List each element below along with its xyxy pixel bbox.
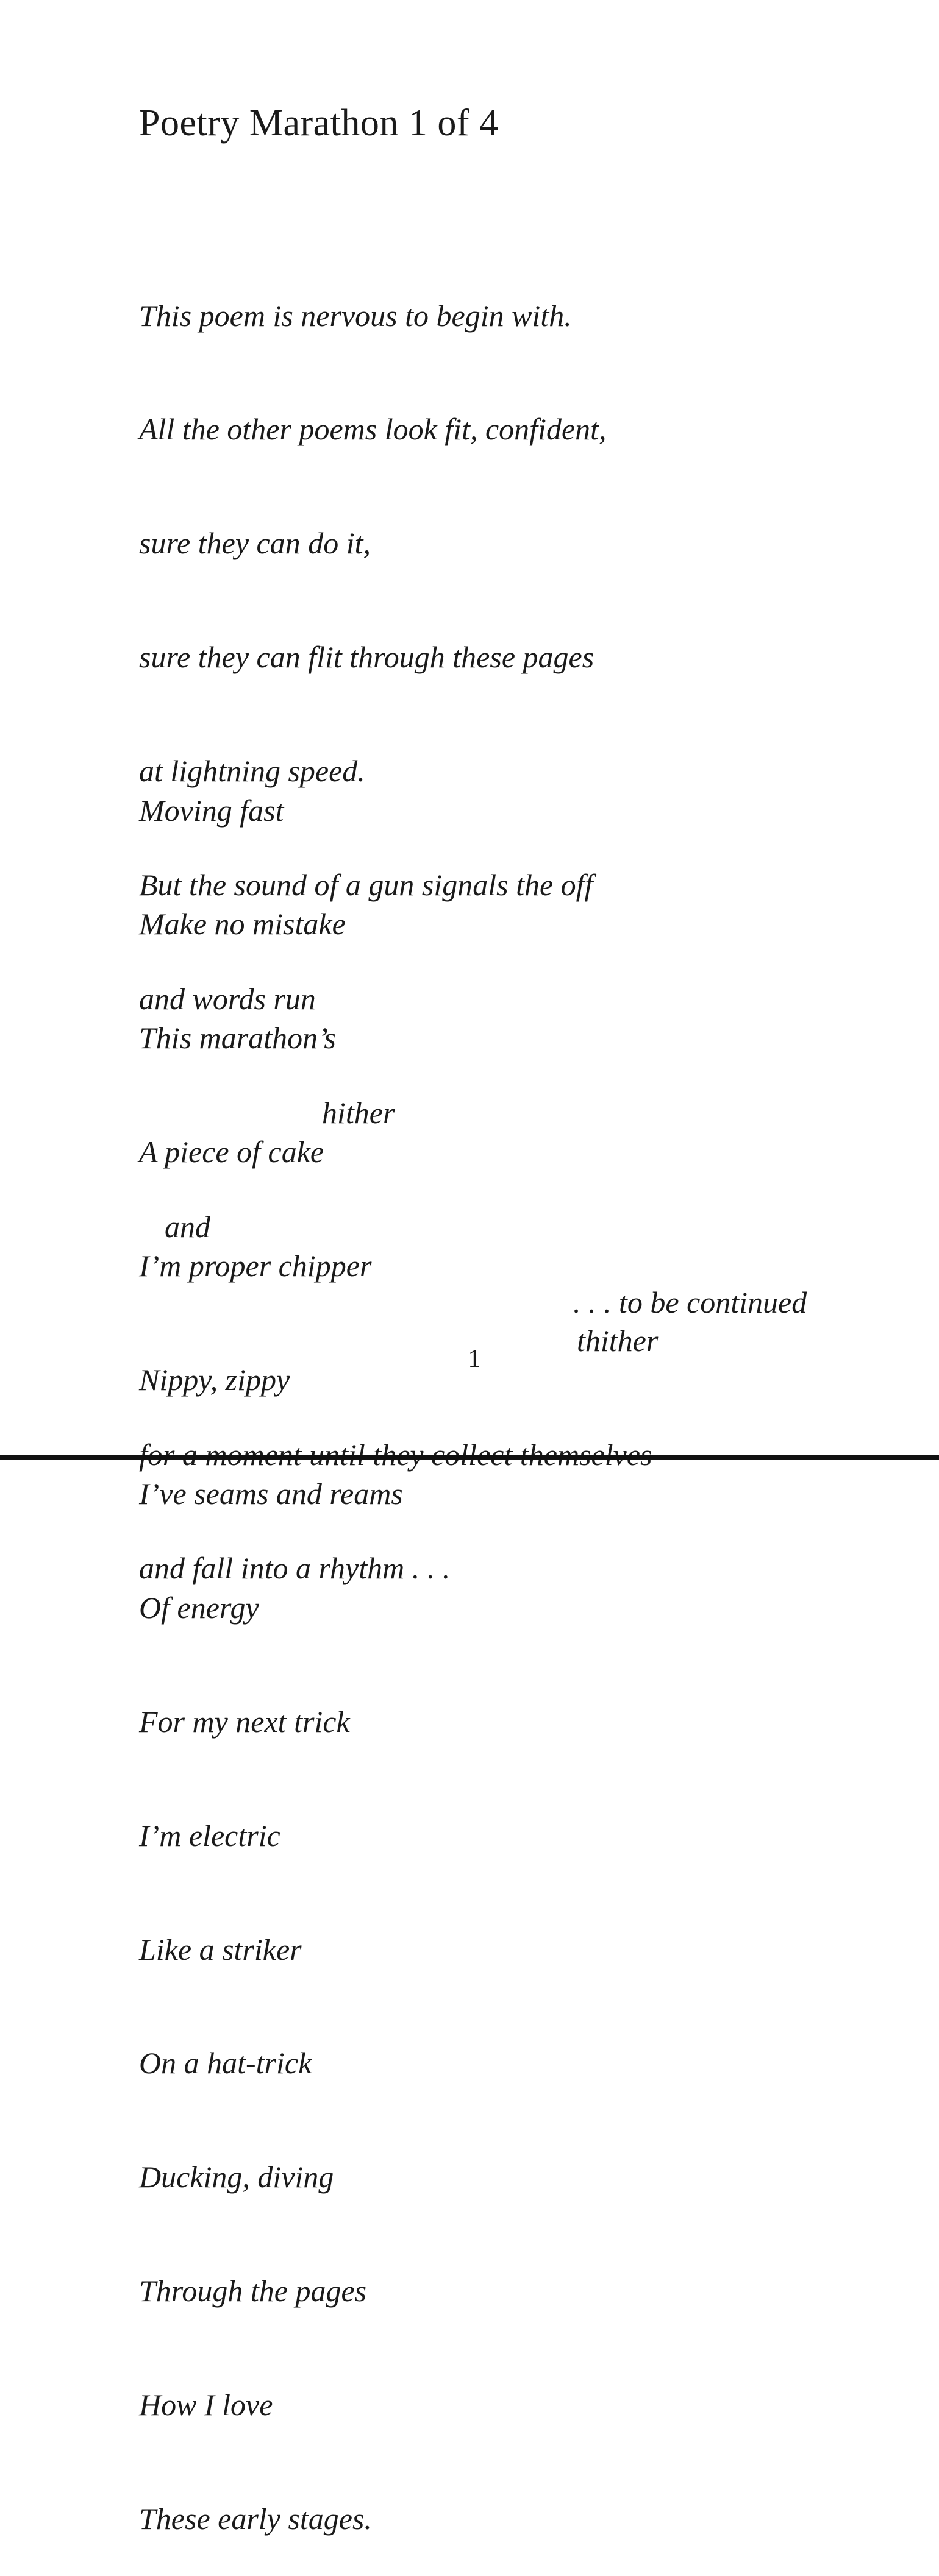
poem-line: sure they can do it, — [139, 526, 371, 561]
poem-line-hither: hither — [322, 1095, 395, 1130]
poem-line-thither: thither — [577, 1323, 659, 1358]
poem-line: and fall into a rhythm . . . — [139, 1551, 451, 1586]
poem-line: I’m proper chipper — [139, 1249, 372, 1283]
poem-line: Make no mistake — [139, 907, 346, 942]
poem-line-and: and — [165, 1209, 210, 1244]
poem-line: and words run — [139, 981, 316, 1016]
poem-line: A piece of cake — [139, 1135, 324, 1169]
poem-line: Like a striker — [139, 1932, 302, 1967]
page-title: Poetry Marathon 1 of 4 — [139, 102, 499, 144]
poem-line: This poem is nervous to begin with. — [139, 298, 572, 333]
poem-line: sure they can flit through these pages — [139, 640, 594, 675]
poem-line: How I love — [139, 2388, 273, 2422]
poem-line: On a hat-trick — [139, 2046, 312, 2081]
poem-line: These early stages. — [139, 2501, 372, 2536]
poem-line: All the other poems look fit, confident, — [139, 412, 607, 447]
stanza-2 — [139, 715, 627, 2576]
poem-line: But the sound of a gun signals the off — [139, 868, 593, 903]
page-edge — [0, 1455, 939, 1460]
poem-line: This marathon’s — [139, 1021, 336, 1056]
page-number: 1 — [468, 1345, 481, 1373]
poem-line: Ducking, diving — [139, 2160, 334, 2195]
poem-line: I’m electric — [139, 1818, 280, 1853]
poem-line: Through the pages — [139, 2274, 367, 2308]
poem-line: Nippy, zippy — [139, 1363, 290, 1397]
poem-line: For my next trick — [139, 1704, 350, 1739]
poem-line: at lightning speed. — [139, 754, 365, 789]
poem-line: Of energy — [139, 1590, 259, 1625]
poem-line: I’ve seams and reams — [139, 1476, 403, 1511]
poem-line: Moving fast — [139, 793, 284, 828]
to-be-continued-note: . . . to be continued — [573, 1285, 807, 1319]
